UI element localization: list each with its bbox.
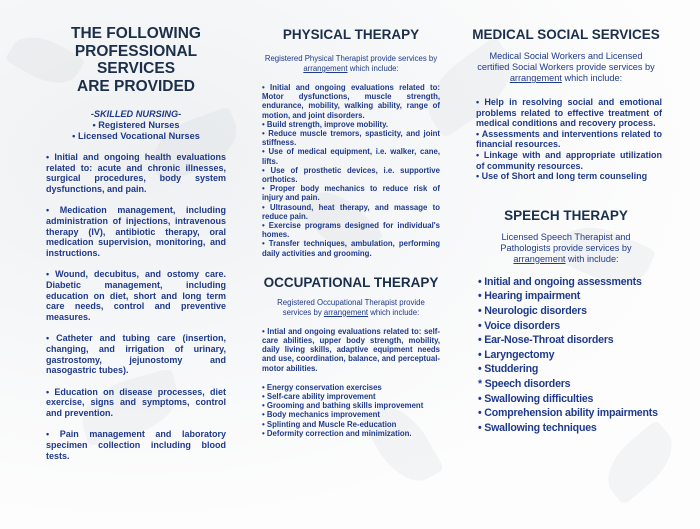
list-item: • Deformity correction and minimization. xyxy=(262,428,412,438)
list-item: • Initial and ongoing assessments xyxy=(478,275,642,288)
list-item: • Medication management, including administration of injections, intravenous therapy (IV), antibiotic therapy, oral medication supervision, monitoring, and instructions. xyxy=(46,205,226,258)
subheading-line: • Licensed Vocational Nurses xyxy=(72,131,200,141)
occupational-therapy-intro xyxy=(262,298,440,318)
list-item: • Splinting and Muscle Re-education xyxy=(262,419,397,429)
list-item: • Ear-Nose-Throat disorders xyxy=(478,334,614,347)
list-item: • Initial and ongoing evaluations related to: Motor dysfunctions, muscle strength, endurance, mobility, walking ability, range of motion, and joint disorders. xyxy=(262,83,440,120)
physical-therapy-items xyxy=(262,83,440,258)
column-heading xyxy=(46,25,226,95)
list-item: • Initial and ongoing health evaluations related to: acute and chronic illnesses, surgical procedures, body system dysfunctions, and pain. xyxy=(46,152,226,194)
skilled-nursing-subheading xyxy=(46,109,226,142)
intro-text: Registered Occupational Therapist provide services by xyxy=(277,297,425,317)
occupational-therapy-heading: OCCUPATIONAL THERAPY xyxy=(263,274,439,290)
intro-underlined: arrangement xyxy=(509,73,562,83)
list-item: • Use of Short and long term counseling xyxy=(476,171,648,182)
intro-text: which include: xyxy=(349,64,399,73)
services-column xyxy=(470,0,662,435)
list-item: • Self-care ability improvement xyxy=(262,392,376,402)
physical-therapy-intro xyxy=(262,54,440,74)
list-item: • Intial and ongoing evaluations related to: self-care abilities, upper body strength, mobility, daily living skills, adaptive equipment needs and use, coordination, balance, and perceptual-motor abilities. xyxy=(262,326,440,373)
list-item: • Voice disorders xyxy=(478,319,560,332)
intro-text: with include: xyxy=(568,253,619,264)
list-item: • Build strength, improve mobility. xyxy=(262,119,389,129)
list-item: • Pain management and laboratory specimen collection including blood tests. xyxy=(46,429,226,461)
intro-underlined: arrangement xyxy=(513,253,566,264)
subheading-title: -SKILLED NURSING- xyxy=(90,109,182,119)
list-item: • Help in resolving social and emotional problems related to effective treatment of medical conditions and recovery process. xyxy=(476,97,662,129)
occupational-therapy-items xyxy=(262,327,440,438)
intro-underlined: arrangement xyxy=(323,307,369,317)
medical-social-services-intro xyxy=(470,51,662,84)
heading-line: ARE PROVIDED xyxy=(77,77,195,95)
physical-therapy-heading: PHYSICAL THERAPY xyxy=(282,27,420,42)
speech-therapy-heading: SPEECH THERAPY xyxy=(504,207,628,223)
intro-text: Medical Social Workers and Licensed certified Social Workers provide services by xyxy=(477,51,655,72)
list-item: • Studdering xyxy=(478,363,539,376)
nursing-items xyxy=(46,152,226,461)
medical-social-services-heading: MEDICAL SOCIAL SERVICES xyxy=(472,27,660,42)
list-item: • Use of prosthetic devices, i.e. supportive orthotics. xyxy=(262,165,440,185)
list-item: * Speech disorders xyxy=(478,377,571,390)
intro-text: which include: xyxy=(564,73,623,83)
list-item: • Laryngectomy xyxy=(478,348,555,361)
subheading-line: • Registered Nurses xyxy=(92,120,180,130)
list-item: • Ultrasound, heat therapy, and massage to reduce pain. xyxy=(262,202,440,221)
list-item: • Use of medical equipment, i.e. walker, cane, lifts. xyxy=(262,147,440,166)
list-item: • Swallowing techniques xyxy=(478,421,597,434)
intro-text: Registered Physical Therapist provide services by xyxy=(264,54,438,63)
list-item: • Comprehension ability impairments xyxy=(478,407,658,420)
heading-line: THE FOLLOWING xyxy=(70,25,201,42)
list-item: • Reduce muscle tremors, spasticity, and joint stiffness. xyxy=(262,129,440,148)
list-item: • Neurologic disorders xyxy=(478,304,587,317)
intro-underlined: arrangement xyxy=(303,64,348,73)
list-item: • Transfer techniques, ambulation, performing daily activities and grooming. xyxy=(262,239,440,258)
medical-social-services-items xyxy=(470,97,662,182)
heading-line: PROFESSIONAL SERVICES xyxy=(74,42,198,77)
list-item: • Grooming and bathing skills improvement xyxy=(262,401,424,411)
list-item: • Catheter and tubing care (insertion, changing, and irrigation of urinary, gastrostomy, jejunostomy and nasogastric tubes). xyxy=(46,333,226,376)
list-item: • Hearing impairment xyxy=(478,290,581,303)
list-item: • Assessments and interventions related to financial resources. xyxy=(476,128,662,150)
list-item: • Proper body mechanics to reduce risk of injury and pain. xyxy=(262,184,440,203)
skilled-nursing-column xyxy=(46,0,226,461)
therapy-column xyxy=(262,0,440,438)
list-item: • Wound, decubitus, and ostomy care. Diabetic management, including education on diet, short and long term care needs, control and preventive measures. xyxy=(46,269,226,322)
list-item: • Body mechanics improvement xyxy=(262,410,380,420)
intro-text: Licensed Speech Therapist and Pathologists provide services by xyxy=(500,231,632,253)
list-item: • Education on disease processes, diet exercise, signs and symptoms, control and prevention. xyxy=(46,386,226,418)
list-item: • Exercise programs designed for individual's homes. xyxy=(262,221,440,240)
list-item: • Linkage with and appropriate utilization of community resources. xyxy=(476,149,662,171)
list-item: • Swallowing difficulties xyxy=(478,392,594,405)
intro-text: which include: xyxy=(370,307,420,317)
list-item: • Energy conservation exercises xyxy=(262,382,382,392)
speech-therapy-items xyxy=(470,275,662,436)
speech-therapy-intro xyxy=(470,232,662,265)
